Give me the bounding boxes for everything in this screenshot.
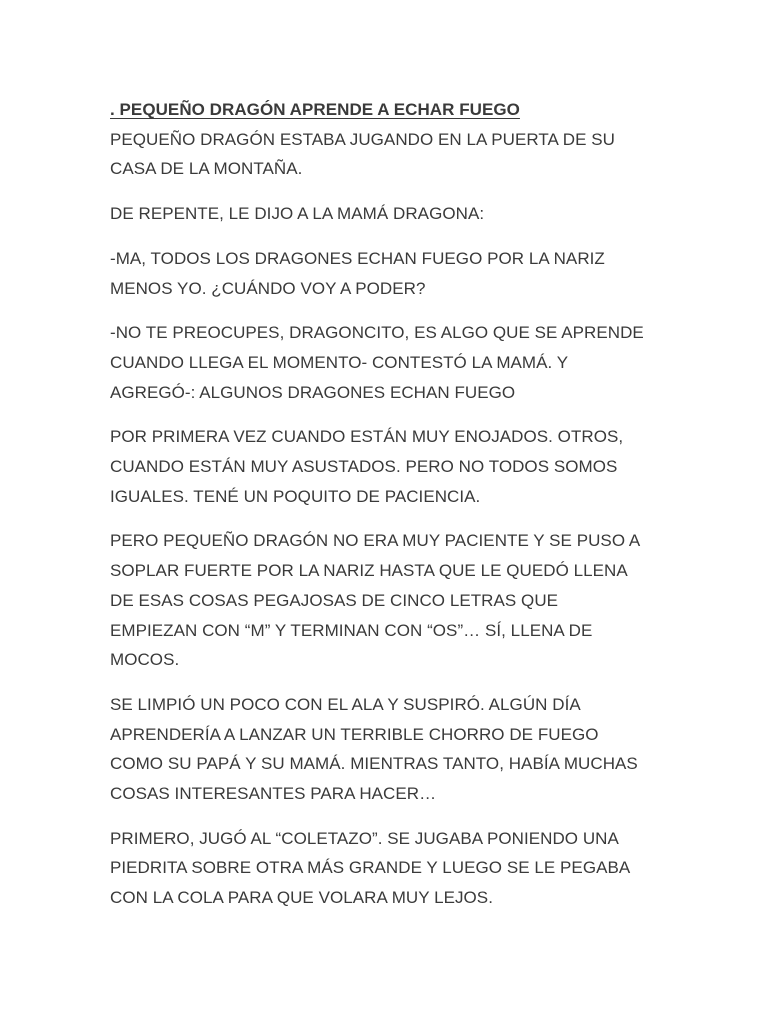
paragraph-1: PEQUEÑO DRAGÓN ESTABA JUGANDO EN LA PUERTA DE SU CASA DE LA MONTAÑA. — [110, 129, 615, 179]
paragraph-5: POR PRIMERA VEZ CUANDO ESTÁN MUY ENOJADOS. OTROS, CUANDO ESTÁN MUY ASUSTADOS. PERO NO TODOS SOMOS IGUALES. TENÉ UN POQUITO DE PACIENCIA. — [110, 427, 624, 506]
paragraph-8: PRIMERO, JUGÓ AL “COLETAZO”. SE JUGABA PONIENDO UNA PIEDRITA SOBRE OTRA MÁS GRANDE Y LUEGO SE LE PEGABA CON LA COLA PARA QUE VOLARA MUY LEJOS. — [110, 828, 631, 908]
paragraph-4: -NO TE PREOCUPES, DRAGONCITO, ES ALGO QUE SE APRENDE CUANDO LLEGA EL MOMENTO- CONTESTÓ LA MAMÁ. Y AGREGÓ-: ALGUNOS DRAGONES ECHAN FUEGO — [110, 323, 644, 402]
paragraph-6: PERO PEQUEÑO DRAGÓN NO ERA MUY PACIENTE Y SE PUSO A SOPLAR FUERTE POR LA NARIZ HASTA QUE LE QUEDÓ LLENA DE ESAS COSAS PEGAJOSAS DE CINCO LETRAS QUE EMPIEZAN CON “M” Y TERMINAN CON “OS”… SÍ, LLENA DE MOCOS. — [110, 531, 641, 670]
story-title: . PEQUEÑO DRAGÓN APRENDE A ECHAR FUEGO — [110, 100, 520, 119]
paragraph-2: DE REPENTE, LE DIJO A LA MAMÁ DRAGONA: — [110, 204, 485, 224]
paragraph-3: -MA, TODOS LOS DRAGONES ECHAN FUEGO POR LA NARIZ MENOS YO. ¿CUÁNDO VOY A PODER? — [110, 248, 605, 298]
paragraph-7: SE LIMPIÓ UN POCO CON EL ALA Y SUSPIRÓ. ALGÚN DÍA APRENDERÍA A LANZAR UN TERRIBLE CHORRO DE FUEGO COMO SU PAPÁ Y SU MAMÁ. MIENTRAS TANTO, HABÍA MUCHAS COSAS INTERESANTES PARA HACER… — [110, 694, 638, 804]
